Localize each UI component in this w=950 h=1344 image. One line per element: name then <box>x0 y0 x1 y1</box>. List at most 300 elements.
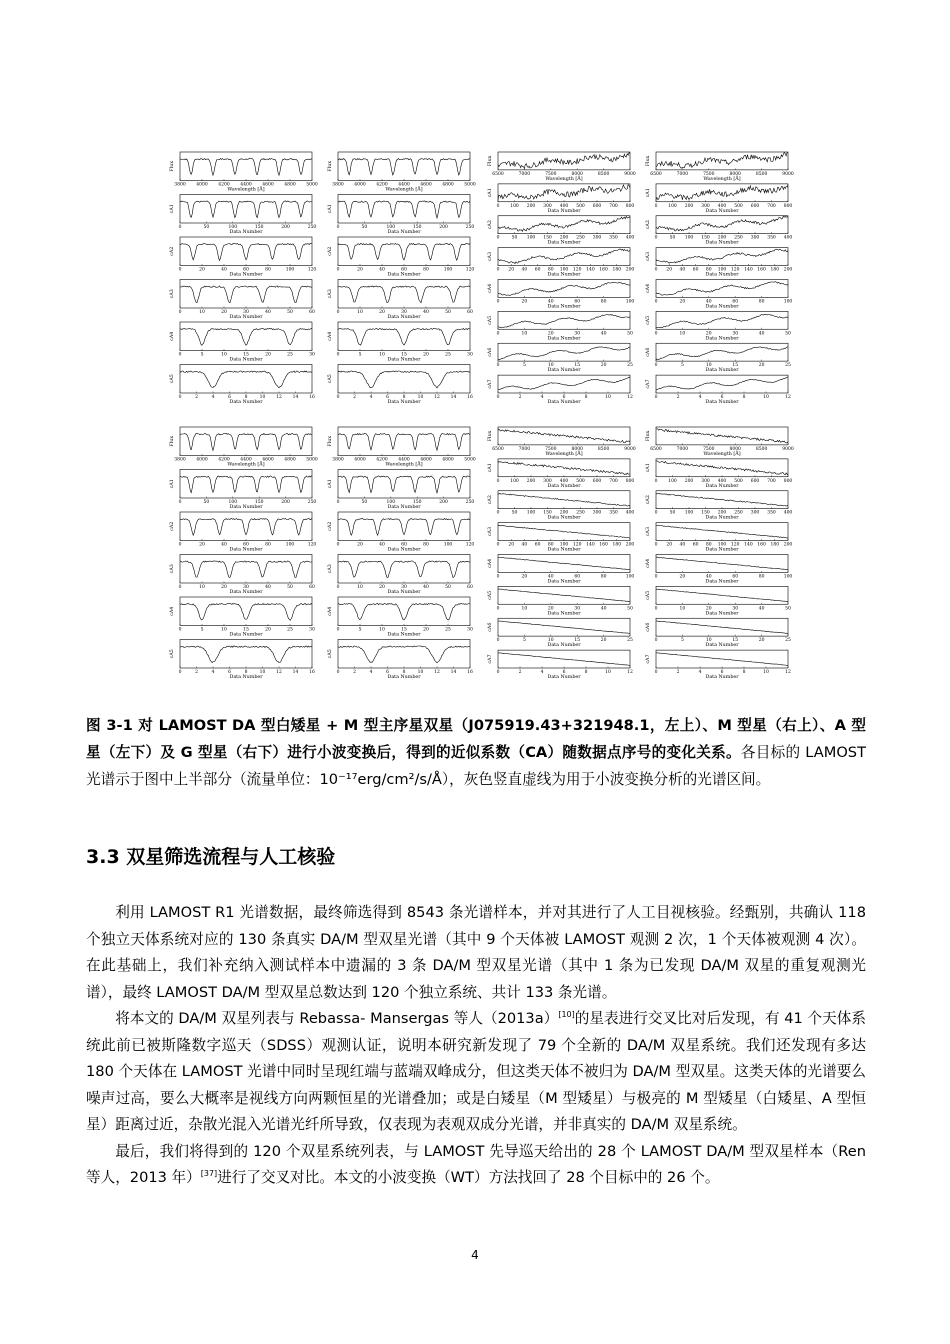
y-axis-label: cA2 <box>170 521 175 531</box>
tick-label: 10 <box>199 585 205 590</box>
y-axis-label: cA6 <box>646 347 651 357</box>
tick-label: 50 <box>203 225 210 230</box>
tick-label: 60 <box>467 310 473 315</box>
tick-label: 0 <box>654 478 658 484</box>
panel-frame <box>338 512 470 541</box>
tick-label: 400 <box>717 478 727 484</box>
tick-label: 200 <box>625 267 635 273</box>
tick-label: 20 <box>423 627 429 633</box>
tick-label: 4400 <box>398 457 410 463</box>
tick-label: 250 <box>576 235 585 241</box>
tick-label: 300 <box>750 510 760 516</box>
panel-frame <box>656 459 788 477</box>
tick-label: 100 <box>443 542 453 548</box>
tick-label: 350 <box>767 510 776 516</box>
y-axis-label: cA3 <box>328 289 333 299</box>
tick-label: 100 <box>668 478 677 484</box>
tick-label: 80 <box>265 267 271 273</box>
panel-frame <box>498 459 630 477</box>
x-axis-title: Wavelength [Å] <box>227 187 265 193</box>
tick-label: 5000 <box>306 457 318 463</box>
tick-label: 600 <box>750 203 760 209</box>
tick-label: 120 <box>307 267 317 273</box>
tick-label: 600 <box>592 203 602 209</box>
tick-label: 100 <box>783 299 793 305</box>
y-axis-label: cA4 <box>328 331 333 341</box>
tick-label: 40 <box>379 267 385 273</box>
tick-label: 100 <box>386 225 396 230</box>
tick-label: 400 <box>783 510 793 516</box>
x-axis-title: Data Number <box>387 675 421 680</box>
tick-label: 150 <box>254 500 264 505</box>
panel-frame <box>180 237 312 266</box>
y-axis-label: cA1 <box>328 204 333 214</box>
tick-label: 10 <box>705 638 712 644</box>
tick-label: 0 <box>654 267 658 273</box>
y-axis-label: cA2 <box>488 495 493 505</box>
panel-frame <box>338 280 470 309</box>
tick-label: 500 <box>576 203 585 209</box>
tick-label: 200 <box>684 478 694 484</box>
tick-label: 0 <box>496 606 500 612</box>
tick-label: 50 <box>287 585 293 590</box>
tick-label: 10 <box>605 670 611 675</box>
x-axis-title: Data Number <box>547 515 581 521</box>
tick-label: 0 <box>654 235 658 241</box>
tick-label: 20 <box>666 267 673 273</box>
tick-label: 50 <box>203 500 210 505</box>
tick-label: 4 <box>540 395 544 400</box>
y-axis-label: cA1 <box>170 204 175 214</box>
tick-label: 20 <box>265 627 271 633</box>
tick-label: 2 <box>353 670 356 675</box>
tick-label: 0 <box>336 310 340 315</box>
tick-label: 20 <box>379 585 385 590</box>
y-axis-label: cA2 <box>328 521 333 531</box>
tick-label: 8 <box>742 670 746 675</box>
panel-frame <box>498 375 630 393</box>
tick-label: 150 <box>254 225 264 230</box>
y-axis-label: cA3 <box>328 564 333 574</box>
panel-frame <box>180 322 312 351</box>
tick-label: 40 <box>758 606 765 612</box>
tick-label: 7500 <box>545 446 557 452</box>
tick-label: 6 <box>386 395 389 400</box>
x-axis-title: Data Number <box>387 632 421 638</box>
tick-label: 6 <box>562 670 566 675</box>
tick-label: 6500 <box>650 171 662 177</box>
tick-label: 6 <box>386 670 389 675</box>
tick-label: 50 <box>511 510 518 516</box>
tick-label: 20 <box>666 542 673 548</box>
tick-label: 6 <box>228 670 231 675</box>
y-axis-label: cA5 <box>488 315 493 325</box>
tick-label: 0 <box>178 585 182 590</box>
tick-label: 0 <box>496 235 500 241</box>
x-axis-title: Data Number <box>229 547 263 553</box>
tick-label: 20 <box>423 352 429 358</box>
tick-label: 10 <box>763 670 769 675</box>
body-text <box>86 900 866 1192</box>
x-axis-title: Data Number <box>705 368 739 374</box>
tick-label: 140 <box>744 542 753 548</box>
tick-label: 0 <box>496 478 500 484</box>
tick-label: 15 <box>574 363 581 369</box>
tick-label: 0 <box>336 627 340 633</box>
tick-label: 140 <box>586 542 595 548</box>
tick-label: 300 <box>750 235 760 241</box>
tick-label: 0 <box>496 638 500 644</box>
tick-label: 0 <box>496 203 500 209</box>
tick-label: 3800 <box>174 182 186 188</box>
panel-frame <box>180 597 312 626</box>
tick-label: 20 <box>379 310 385 315</box>
tick-label: 4200 <box>218 457 230 463</box>
tick-label: 150 <box>543 510 552 516</box>
tick-label: 50 <box>445 310 451 315</box>
tick-label: 160 <box>599 267 608 273</box>
x-axis-title: Data Number <box>547 368 581 374</box>
tick-label: 100 <box>625 574 635 580</box>
tick-label: 0 <box>654 638 658 644</box>
x-axis-title: Data Number <box>705 547 739 553</box>
x-axis-title: Data Number <box>229 590 263 595</box>
panel-frame <box>338 195 470 224</box>
tick-label: 200 <box>783 542 793 548</box>
tick-label: 80 <box>705 267 712 273</box>
tick-label: 4 <box>369 395 373 400</box>
tick-label: 0 <box>178 500 182 505</box>
tick-label: 50 <box>287 310 293 315</box>
tick-label: 25 <box>627 638 633 644</box>
tick-label: 8 <box>584 670 588 675</box>
tick-label: 8 <box>244 395 248 400</box>
tick-label: 100 <box>625 299 635 305</box>
y-axis-label: Flux <box>646 430 651 442</box>
tick-label: 700 <box>767 478 776 484</box>
tick-label: 60 <box>732 574 739 580</box>
panel-frame <box>180 152 312 181</box>
tick-label: 40 <box>423 585 429 590</box>
tick-label: 20 <box>547 331 554 337</box>
y-axis-label: Flux <box>488 155 493 167</box>
tick-label: 20 <box>508 542 515 548</box>
y-axis-label: cA5 <box>646 590 651 600</box>
tick-label: 600 <box>592 478 602 484</box>
tick-label: 10 <box>547 363 554 369</box>
tick-label: 40 <box>265 585 271 590</box>
tick-label: 4 <box>698 395 702 400</box>
tick-label: 3800 <box>332 182 344 188</box>
tick-label: 0 <box>654 574 658 580</box>
tick-label: 0 <box>654 299 658 305</box>
tick-label: 160 <box>757 542 766 548</box>
tick-label: 9000 <box>624 446 636 452</box>
tick-label: 300 <box>543 203 552 209</box>
x-axis-title: Data Number <box>229 505 263 510</box>
x-axis-title: Wavelength [Å] <box>385 462 423 468</box>
panel-frame <box>498 523 630 541</box>
tick-label: 10 <box>379 352 385 358</box>
tick-label: 20 <box>508 267 515 273</box>
y-axis-label: cA4 <box>488 558 493 569</box>
tick-label: 0 <box>178 352 182 358</box>
tick-label: 250 <box>465 225 475 230</box>
y-axis-label: Flux <box>646 155 651 167</box>
tick-label: 200 <box>717 510 727 516</box>
tick-label: 60 <box>574 299 581 305</box>
x-axis-title: Data Number <box>705 675 739 680</box>
tick-label: 5 <box>358 352 362 358</box>
tick-label: 180 <box>770 542 780 548</box>
tick-label: 150 <box>701 235 710 241</box>
x-axis-title: Data Number <box>547 208 581 214</box>
tick-label: 0 <box>178 395 182 400</box>
tick-label: 0 <box>654 670 658 675</box>
tick-label: 25 <box>785 638 791 644</box>
x-axis-title: Data Number <box>387 590 421 595</box>
y-axis-label: cA2 <box>328 246 333 256</box>
tick-label: 100 <box>285 542 295 548</box>
citation-ref-37[interactable]: [37] <box>200 1169 218 1179</box>
tick-label: 7000 <box>518 446 531 452</box>
tick-label: 100 <box>228 500 238 505</box>
x-axis-title: Data Number <box>705 272 739 278</box>
x-axis-title: Data Number <box>705 643 739 649</box>
tick-label: 0 <box>496 299 500 305</box>
tick-label: 10 <box>521 331 528 337</box>
tick-label: 9000 <box>782 446 794 452</box>
x-axis-title: Data Number <box>547 579 581 585</box>
tick-label: 15 <box>243 352 249 358</box>
tick-label: 10 <box>547 638 554 644</box>
tick-label: 8 <box>244 670 248 675</box>
tick-label: 0 <box>496 670 500 675</box>
tick-label: 140 <box>586 267 595 273</box>
tick-label: 20 <box>357 542 363 548</box>
panel-frame <box>498 311 630 329</box>
tick-label: 150 <box>543 235 552 241</box>
panel-frame <box>338 152 470 181</box>
tick-label: 60 <box>401 267 407 273</box>
panel-frame <box>338 597 470 626</box>
tick-label: 12 <box>434 670 440 675</box>
tick-label: 10 <box>417 670 424 675</box>
tick-label: 700 <box>609 203 618 209</box>
tick-label: 100 <box>510 203 519 209</box>
panel-frame <box>498 184 630 202</box>
x-axis-title: Data Number <box>547 336 581 342</box>
tick-label: 0 <box>178 670 182 675</box>
tick-label: 300 <box>701 478 710 484</box>
tick-label: 25 <box>445 627 451 633</box>
x-axis-title: Wavelength [Å] <box>545 451 583 457</box>
tick-label: 50 <box>627 606 633 612</box>
tick-label: 40 <box>600 606 607 612</box>
tick-label: 20 <box>357 267 363 273</box>
y-axis-label: cA4 <box>488 283 493 294</box>
tick-label: 60 <box>243 267 249 273</box>
tick-label: 100 <box>783 574 793 580</box>
tick-label: 7000 <box>676 171 689 177</box>
tick-label: 20 <box>600 638 607 644</box>
figure-3-1 <box>160 150 794 695</box>
tick-label: 4 <box>540 670 544 675</box>
tick-label: 2 <box>676 670 680 675</box>
panel-frame <box>656 375 788 393</box>
tick-label: 12 <box>434 395 440 400</box>
tick-label: 16 <box>467 395 473 400</box>
tick-label: 100 <box>684 235 694 241</box>
tick-label: 0 <box>654 542 658 548</box>
tick-label: 5 <box>680 638 684 644</box>
x-axis-title: Data Number <box>547 304 581 310</box>
tick-label: 7000 <box>518 171 531 177</box>
x-axis-title: Data Number <box>705 336 739 342</box>
tick-label: 80 <box>600 574 607 580</box>
tick-label: 2 <box>195 395 198 400</box>
tick-label: 8500 <box>597 171 610 177</box>
y-axis-label: cA4 <box>646 558 651 569</box>
tick-label: 0 <box>654 203 658 209</box>
tick-label: 60 <box>692 267 699 273</box>
tick-label: 20 <box>521 574 528 580</box>
tick-label: 25 <box>785 363 791 369</box>
panel-frame <box>180 427 312 456</box>
tick-label: 200 <box>559 510 569 516</box>
tick-label: 120 <box>465 542 475 548</box>
tick-label: 50 <box>445 585 451 590</box>
x-axis-title: Data Number <box>705 240 739 246</box>
tick-label: 15 <box>732 363 739 369</box>
tick-label: 3800 <box>332 457 344 463</box>
tick-label: 700 <box>767 203 776 209</box>
tick-label: 700 <box>609 478 618 484</box>
x-axis-title: Data Number <box>705 611 739 617</box>
tick-label: 20 <box>679 299 686 305</box>
paragraph-2 <box>86 1006 866 1139</box>
y-axis-label: cA6 <box>488 347 493 357</box>
tick-label: 10 <box>379 627 385 633</box>
y-axis-label: cA1 <box>328 479 333 489</box>
tick-label: 6 <box>720 670 724 675</box>
tick-label: 0 <box>496 363 500 369</box>
x-axis-title: Data Number <box>387 400 421 405</box>
tick-label: 10 <box>199 310 205 315</box>
tick-label: 80 <box>758 574 765 580</box>
tick-label: 80 <box>265 542 271 548</box>
tick-label: 4 <box>211 670 215 675</box>
tick-label: 8000 <box>729 446 741 452</box>
tick-label: 5000 <box>306 182 318 188</box>
tick-label: 0 <box>496 510 500 516</box>
tick-label: 4000 <box>354 182 366 188</box>
tick-label: 250 <box>734 235 743 241</box>
tick-label: 2 <box>195 670 198 675</box>
tick-label: 40 <box>705 574 712 580</box>
tick-label: 100 <box>228 225 238 230</box>
x-axis-title: Data Number <box>547 483 581 489</box>
tick-label: 200 <box>526 203 536 209</box>
tick-label: 4800 <box>284 457 296 463</box>
tick-label: 25 <box>287 627 293 633</box>
y-axis-label: Flux <box>170 160 175 172</box>
tick-label: 40 <box>547 299 554 305</box>
x-axis-title: Data Number <box>229 357 263 363</box>
tick-label: 6 <box>228 395 231 400</box>
tick-label: 12 <box>627 670 633 675</box>
tick-label: 500 <box>576 478 585 484</box>
y-axis-label: cA5 <box>170 374 175 384</box>
paragraph-2-text-a: 将本文的 DA/M 双星列表与 Rebassa- Mansergas 等人（2013a） <box>115 1010 559 1027</box>
tick-label: 250 <box>307 225 317 230</box>
tick-label: 200 <box>717 235 727 241</box>
tick-label: 30 <box>401 310 407 315</box>
tick-label: 4600 <box>262 182 274 188</box>
tick-label: 4000 <box>196 182 208 188</box>
tick-label: 350 <box>609 510 618 516</box>
tick-label: 6 <box>562 395 566 400</box>
tick-label: 4 <box>369 670 373 675</box>
tick-label: 4600 <box>420 457 432 463</box>
tick-label: 12 <box>785 395 791 400</box>
tick-label: 14 <box>292 670 299 675</box>
citation-ref-10[interactable]: [10] <box>558 1010 575 1020</box>
y-axis-label: cA1 <box>488 188 493 198</box>
tick-label: 100 <box>559 267 569 273</box>
y-axis-label: cA5 <box>170 649 175 659</box>
tick-label: 60 <box>534 542 541 548</box>
panel-frame <box>338 427 470 456</box>
tick-label: 400 <box>717 203 727 209</box>
tick-label: 15 <box>574 638 581 644</box>
tick-label: 150 <box>701 510 710 516</box>
tick-label: 40 <box>423 310 429 315</box>
tick-label: 400 <box>559 478 569 484</box>
tick-label: 0 <box>178 310 182 315</box>
tick-label: 0 <box>178 225 182 230</box>
x-axis-title: Wavelength [Å] <box>227 462 265 468</box>
tick-label: 8500 <box>597 446 610 452</box>
tick-label: 10 <box>259 670 266 675</box>
tick-label: 40 <box>600 331 607 337</box>
y-axis-label: cA1 <box>646 188 651 198</box>
tick-label: 100 <box>386 500 396 505</box>
tick-label: 80 <box>705 542 712 548</box>
tick-label: 100 <box>510 478 519 484</box>
tick-label: 5000 <box>464 457 476 463</box>
y-axis-label: cA1 <box>488 463 493 473</box>
tick-label: 180 <box>770 267 780 273</box>
x-axis-title: Wavelength [Å] <box>545 176 583 182</box>
tick-label: 12 <box>785 670 791 675</box>
tick-label: 10 <box>357 310 363 315</box>
tick-label: 200 <box>684 203 694 209</box>
tick-label: 30 <box>309 352 315 358</box>
tick-label: 15 <box>401 627 407 633</box>
x-axis-title: Data Number <box>229 675 263 680</box>
panel-frame <box>498 343 630 361</box>
section-title: 3.3 双星筛选流程与人工核验 <box>86 846 336 868</box>
tick-label: 5 <box>522 638 526 644</box>
x-axis-title: Wavelength [Å] <box>703 176 741 182</box>
tick-label: 20 <box>221 585 227 590</box>
x-axis-title: Data Number <box>387 272 421 278</box>
y-axis-label: cA5 <box>328 374 333 384</box>
panel-frame <box>338 555 470 584</box>
tick-label: 100 <box>526 510 536 516</box>
tick-label: 200 <box>559 235 569 241</box>
